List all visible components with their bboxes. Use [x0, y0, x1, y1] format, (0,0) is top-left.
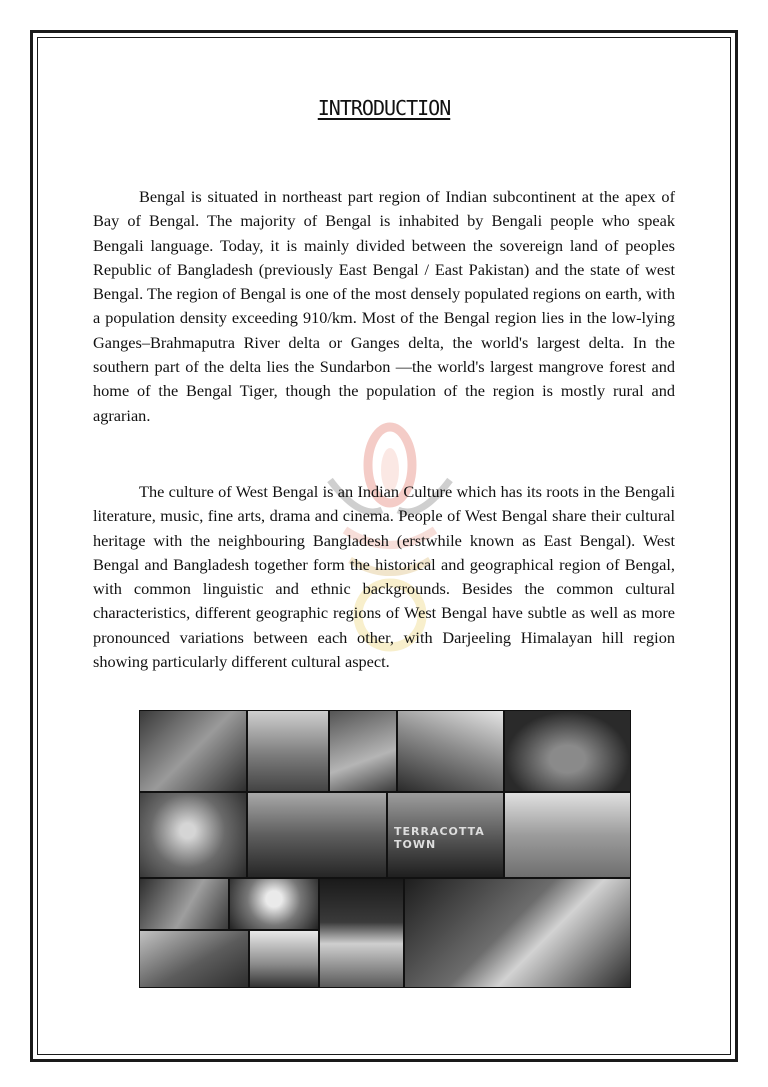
culture-photo-collage [139, 710, 631, 988]
collage-tile-temple [247, 710, 329, 792]
collage-tile-procession [329, 710, 397, 792]
collage-tile-arch [504, 710, 631, 792]
collage-tile-dancers [247, 792, 387, 878]
collage-tile-chhau-mask [139, 792, 247, 878]
collage-tile-tiger [139, 930, 249, 988]
collage-tile-city [249, 930, 319, 988]
collage-tile-idol [139, 878, 229, 930]
collage-tile-durga [139, 710, 247, 792]
collage-tile-folk-dance [404, 878, 631, 988]
collage-tile-terracotta-town [387, 792, 504, 878]
collage-tile-victoria-memorial [319, 878, 404, 988]
collage-tile-crowd [397, 710, 504, 792]
page-title: INTRODUCTION [317, 96, 451, 120]
collage-tile-trees [504, 792, 631, 878]
collage-tile-headdress [229, 878, 319, 930]
paragraph-bengal-geography: Bengal is situated in northeast part region of Indian subcontinent at the apex of Bay of Bengal. The majority of Bengal is inhabited by Bengali people who speak Bengali language. Today, it is mainly divided between the sovereign land of peoples Republic of Bangladesh (previously East Bengal / East Pakistan) and the state of west Bengal. The region of Bengal is one of the most densely populated regions on earth, with a population density exceeding 910/km. Most of the Bengal region lies in the low-lying Ganges–Brahmaputra River delta or Ganges delta, the world's largest delta. In the southern part of the delta lies the Sundarbon —the world's largest mangrove forest and home of the Bengal Tiger, though the population of the region is mostly rural and agrarian. [93, 187, 675, 425]
collage-caption: TERRACOTTA TOWN [394, 825, 485, 851]
paragraph-west-bengal-culture: The culture of West Bengal is an Indian Culture which has its roots in the Bengali literature, music, fine arts, drama and cinema. People of West Bengal share their cultural heritage with the neighbouring Bangladesh (erstwhile known as East Bengal). West Bengal and Bangladesh together form the historical and geographical region of Bengal, with common linguistic and ethnic backgrounds. Besides the common cultural characteristics, different geographic regions of West Bengal have subtle as well as more pronounced variations between each other, with Darjeeling Himalayan hill region showing particularly different cultural aspect. [93, 482, 675, 672]
